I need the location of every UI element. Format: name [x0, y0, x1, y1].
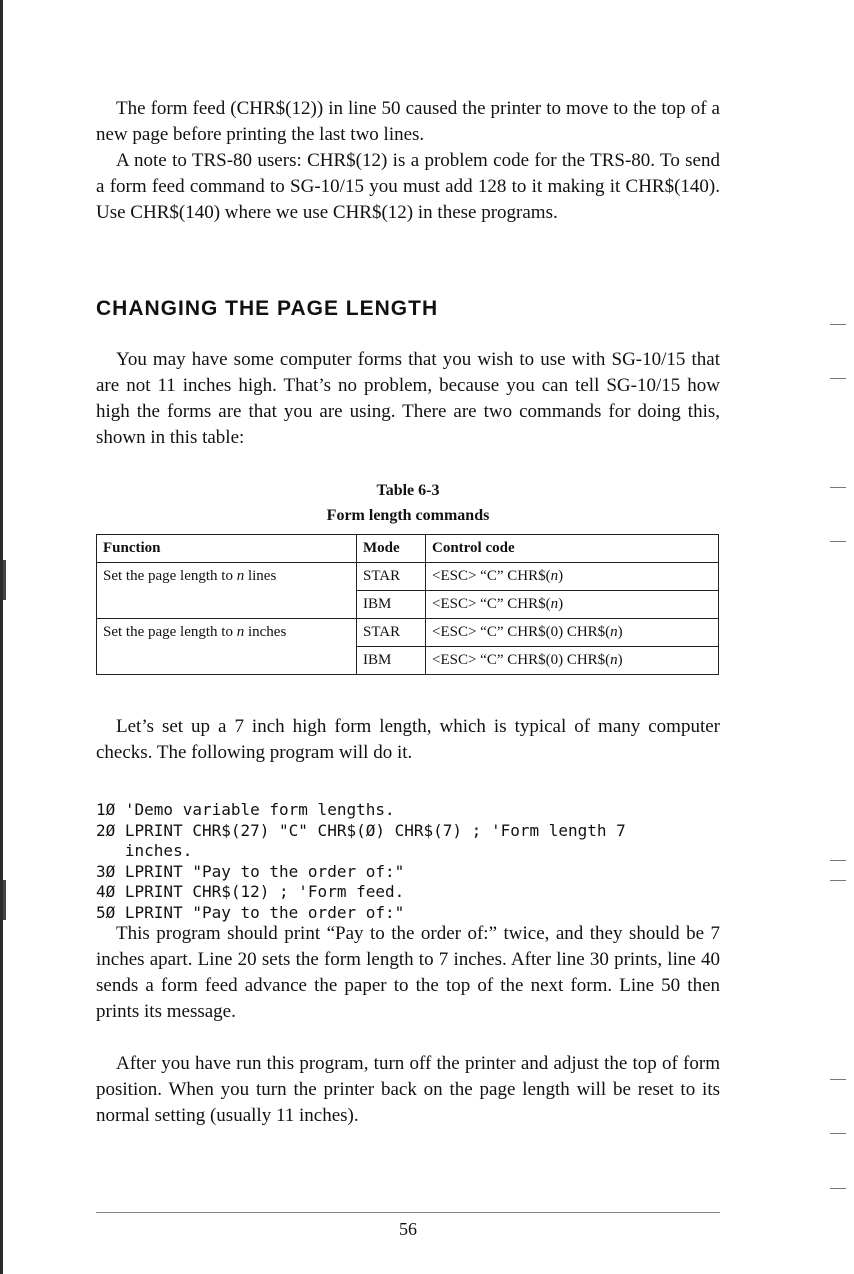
control-code-cell: <ESC> “C” CHR$(0) CHR$(n)	[426, 619, 719, 647]
mode-cell: STAR	[357, 563, 426, 591]
function-cell: Set the page length to n lines	[97, 563, 357, 591]
function-cell	[97, 591, 357, 619]
header-mode: Mode	[357, 535, 426, 563]
table-row	[97, 619, 719, 647]
margin-mark	[830, 1079, 846, 1080]
table-row	[97, 647, 719, 675]
margin-mark	[830, 378, 846, 379]
mode-cell: IBM	[357, 647, 426, 675]
program-line: 1Ø 'Demo variable form lengths.	[96, 800, 395, 819]
page-number: 56	[399, 1219, 417, 1239]
mode-cell: STAR	[357, 619, 426, 647]
footer-divider	[96, 1212, 720, 1213]
intro-paragraph-2: A note to TRS-80 users: CHR$(12) is a problem code for the TRS-80. To send a form feed command to SG-10/15 you must add 128 to it making it CHR$(140). Use CHR$(140) where we use CHR$(12) in these programs.	[96, 150, 720, 223]
table-row	[97, 563, 719, 591]
program-line: 2Ø LPRINT CHR$(27) "C" CHR$(Ø) CHR$(7) ; 'Form length 7	[96, 820, 626, 840]
table-header-row	[97, 535, 719, 563]
scan-edge	[0, 0, 3, 1274]
margin-mark	[830, 880, 846, 881]
program-listing	[96, 800, 776, 923]
mode-cell: IBM	[357, 591, 426, 619]
control-code-cell: <ESC> “C” CHR$(n)	[426, 563, 719, 591]
margin-mark	[830, 1133, 846, 1134]
control-code-cell: <ESC> “C” CHR$(0) CHR$(n)	[426, 647, 719, 675]
margin-mark	[830, 541, 846, 542]
body-paragraph-3: This program should print “Pay to the order of:” twice, and they should be 7 inches apart. Line 20 sets the form length to 7 inches. After line 30 prints, line 40 sends a form feed advance the paper to the top of the next form. Line 50 then prints its message.	[96, 923, 720, 1022]
program-line: inches.	[96, 841, 193, 860]
function-cell: Set the page length to n inches	[97, 619, 357, 647]
margin-mark	[830, 860, 846, 861]
table-row	[97, 591, 719, 619]
margin-mark	[830, 1188, 846, 1189]
scan-edge-mark	[3, 560, 6, 600]
function-cell	[97, 647, 357, 675]
header-function: Function	[97, 535, 357, 563]
form-length-table	[96, 534, 719, 675]
body-paragraph-4: After you have run this program, turn off the printer and adjust the top of form position. When you turn the printer back on the page length will be reset to its normal setting (usually 11 inches).	[96, 1053, 720, 1126]
scan-edge-mark	[3, 880, 6, 920]
margin-mark	[830, 487, 846, 488]
control-code-cell: <ESC> “C” CHR$(n)	[426, 591, 719, 619]
header-control-code: Control code	[426, 535, 719, 563]
body-paragraph-2: Let’s set up a 7 inch high form length, which is typical of many computer checks. The following program will do it.	[96, 716, 720, 763]
section-paragraph-1: You may have some computer forms that you wish to use with SG-10/15 that are not 11 inches high. That’s no problem, because you can tell SG-10/15 how high the forms are that you are using. There are two commands for doing this, shown in this table:	[96, 349, 720, 448]
margin-mark	[830, 324, 846, 325]
section-heading: CHANGING THE PAGE LENGTH	[96, 297, 439, 320]
table-title: Form length commands	[326, 507, 490, 524]
program-line: 5Ø LPRINT "Pay to the order of:"	[96, 902, 405, 922]
table-label: Table 6-3	[376, 482, 440, 499]
program-line: 3Ø LPRINT "Pay to the order of:"	[96, 861, 405, 881]
program-line: 4Ø LPRINT CHR$(12) ; 'Form feed.	[96, 882, 405, 901]
intro-paragraph-1: The form feed (CHR$(12)) in line 50 caused the printer to move to the top of a new page before printing the last two lines.	[96, 98, 720, 145]
